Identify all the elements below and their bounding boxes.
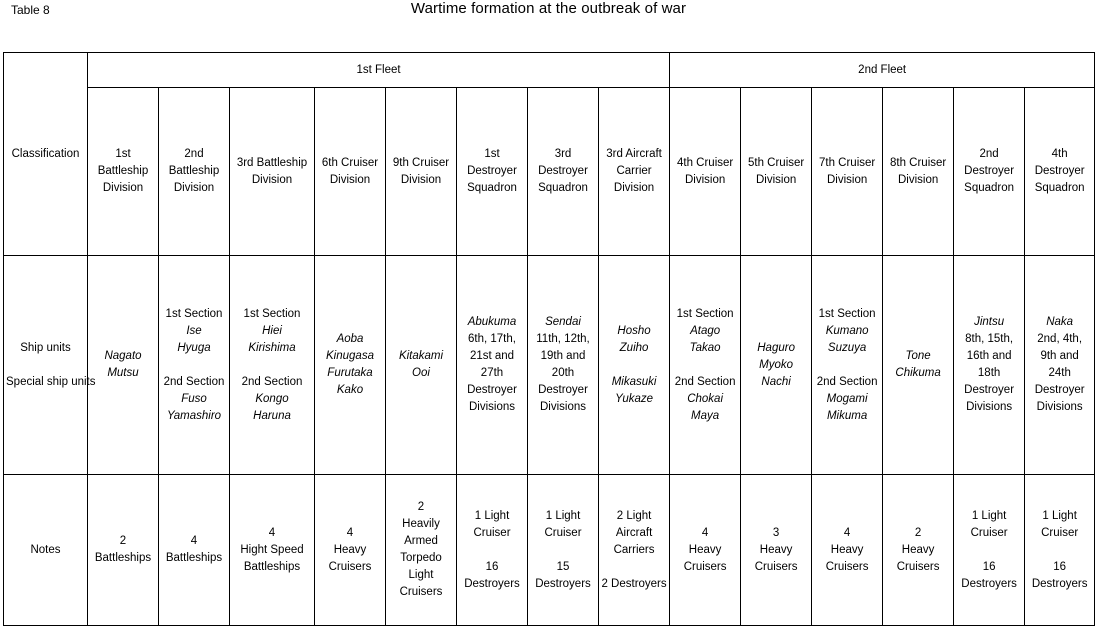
notes-line: Destroyers (535, 577, 591, 590)
ship-units-line: Mogami (826, 392, 868, 405)
ship-units-line: 2nd Section (674, 375, 736, 388)
ship-units-line: 21st and (469, 350, 515, 362)
ship-units-line: Myoko (759, 358, 794, 371)
ship-units-line: Kongo (255, 392, 289, 405)
classification-line: Division (826, 173, 868, 186)
ship-units-cell (670, 256, 741, 475)
notes-line: Carriers (613, 543, 655, 556)
notes-cell (88, 475, 159, 626)
ship-units-cell (528, 256, 599, 475)
notes-cell (741, 475, 812, 626)
classification-cell (812, 88, 883, 256)
ship-units-line: Zuiho (619, 341, 649, 354)
notes-line: Heavy (759, 543, 793, 556)
ship-units-line: Kumano (825, 324, 869, 337)
notes-line: 16 (1053, 560, 1067, 573)
classification-line: 7th Cruiser (818, 156, 876, 169)
notes-line: Heavy (830, 543, 864, 556)
ship-units-cell (599, 256, 670, 475)
notes-line: Cruiser (1041, 526, 1079, 539)
ship-units-line: Kinugasa (326, 350, 374, 362)
classification-line: Division (613, 182, 655, 194)
ship-units-line: Nagato (104, 350, 142, 362)
fleet-header-row (4, 53, 1095, 88)
classification-line: 9th Cruiser (392, 156, 450, 169)
notes-line: Battleships (94, 552, 152, 564)
classification-cell (315, 88, 386, 256)
ship-units-line: Ise (186, 324, 202, 337)
notes-line: Armed (404, 535, 438, 547)
ship-units-line: Yamashiro (166, 409, 222, 422)
ship-units-line: Yukaze (615, 392, 654, 405)
ship-units-line: Destroyer (964, 384, 1015, 396)
notes-line: Heavy (688, 543, 722, 556)
ship-units-line: 2nd, 4th, (1037, 333, 1083, 345)
ship-units-line: Kirishima (248, 341, 296, 354)
classification-cell (457, 88, 528, 256)
notes-cell (812, 475, 883, 626)
ship-units-line: Takao (689, 341, 721, 354)
table-label: Table 8 (11, 3, 50, 17)
fleet-header-1st: 1st Fleet (88, 53, 670, 88)
notes-line: Cruisers (683, 560, 727, 573)
classification-line: Division (173, 182, 215, 194)
classification-line: 6th Cruiser (321, 156, 379, 169)
classification-cell (230, 88, 315, 256)
ship-units-cell (159, 256, 230, 475)
classification-line: 4th Cruiser (676, 156, 734, 169)
notes-line: Light (408, 569, 434, 581)
notes-line: Cruisers (896, 560, 940, 573)
classification-line: Battleship (97, 165, 149, 177)
classification-row (4, 88, 1095, 256)
notes-row (4, 475, 1095, 626)
classification-line: 1st (115, 148, 131, 160)
ship-units-line: Divisions (539, 401, 586, 413)
ship-units-label: Ship units (20, 341, 71, 354)
ship-units-line: 2nd Section (816, 375, 878, 388)
ship-units-line: Chikuma (895, 367, 941, 379)
ship-units-line: Destroyer (538, 384, 588, 396)
notes-line: 4 (190, 535, 198, 547)
classification-line: Destroyer (1034, 165, 1085, 177)
notes-cell (670, 475, 741, 626)
ship-units-line: 1st Section (676, 307, 734, 320)
classification-line: 3rd Aircraft (606, 148, 662, 160)
classification-line: Squadron (467, 182, 517, 194)
ship-units-line: Atago (690, 324, 721, 337)
notes-cell (230, 475, 315, 626)
ship-units-cell (954, 256, 1025, 475)
classification-cell (386, 88, 457, 256)
classification-line: 2nd (979, 148, 999, 160)
classification-cell (1025, 88, 1095, 256)
notes-line: 2 (914, 526, 922, 539)
notes-line: 1 Light (474, 509, 510, 522)
classification-line: 1st (484, 148, 500, 160)
ship-units-line: Hosho (617, 324, 651, 337)
ship-units-line: Sendai (545, 316, 581, 328)
notes-line: 4 (701, 526, 709, 539)
notes-line: Battleships (243, 560, 301, 573)
ship-units-line: Fuso (181, 392, 207, 405)
classification-line: Division (400, 173, 442, 186)
classification-cell (159, 88, 230, 256)
ship-units-cell (812, 256, 883, 475)
notes-line: Hight Speed (240, 543, 304, 556)
classification-line: Division (755, 173, 797, 186)
classification-cell (670, 88, 741, 256)
ship-units-line: Divisions (966, 401, 1013, 413)
ship-units-line: Nachi (761, 375, 791, 388)
classification-line: 8th Cruiser (889, 156, 947, 169)
notes-line: 2 Light (616, 509, 652, 522)
ship-units-cell (230, 256, 315, 475)
ship-units-cell (88, 256, 159, 475)
ship-units-line: Kako (336, 384, 364, 396)
ship-units-cell (1025, 256, 1095, 475)
ship-units-line: Hyuga (177, 341, 211, 354)
notes-line: 15 (556, 560, 570, 573)
notes-line: Cruisers (328, 560, 372, 573)
ship-units-cell (741, 256, 812, 475)
classification-line: 3rd Battleship (236, 156, 308, 169)
notes-cell (954, 475, 1025, 626)
classification-line: Squadron (1034, 182, 1085, 194)
classification-cell (883, 88, 954, 256)
classification-line: Division (251, 173, 293, 186)
notes-line: 4 (346, 526, 354, 539)
notes-header: Notes (4, 475, 88, 626)
notes-line: Aircraft (615, 526, 653, 539)
notes-line: Destroyers (464, 577, 520, 590)
notes-line: Heavy (333, 543, 367, 556)
ship-units-line: 1st Section (243, 307, 301, 320)
ship-units-line: Mikasuki (611, 375, 657, 388)
classification-cell (954, 88, 1025, 256)
ship-units-line: Divisions (1036, 401, 1083, 413)
ship-units-line: Mikuma (826, 409, 868, 422)
ship-units-line: 18th (977, 367, 1001, 379)
notes-cell (159, 475, 230, 626)
classification-cell (599, 88, 670, 256)
notes-line: Cruiser (970, 526, 1008, 539)
ship-units-line: Destroyer (1034, 384, 1085, 396)
notes-line: Cruisers (754, 560, 798, 573)
notes-line: Destroyers (961, 577, 1017, 590)
ship-units-line: Naka (1046, 316, 1074, 328)
ship-units-line: Haguro (757, 341, 795, 354)
page-title: Wartime formation at the outbreak of war (410, 0, 687, 17)
ship-units-line: Suzuya (827, 341, 867, 354)
ship-units-line: Divisions (468, 401, 515, 413)
ship-units-header (4, 256, 96, 475)
ship-units-line: 1st Section (165, 307, 223, 320)
notes-line: 1 Light (545, 509, 581, 522)
classification-line: 3rd (554, 148, 572, 160)
ship-units-line: 24th (1048, 367, 1071, 379)
ship-units-line: Haruna (253, 409, 291, 422)
ship-units-cell (315, 256, 386, 475)
ship-units-line: 20th (551, 367, 575, 379)
ship-units-line: Furutaka (327, 367, 373, 379)
ship-units-line: Tone (905, 350, 931, 362)
ship-units-line: Jintsu (974, 316, 1005, 328)
notes-cell (883, 475, 954, 626)
notes-line: Heavy (901, 543, 935, 556)
ship-units-line: 2nd Section (241, 375, 303, 388)
notes-line: 1 Light (1042, 509, 1077, 522)
ship-units-row (4, 256, 1095, 475)
classification-cell (88, 88, 159, 256)
classification-line: Destroyer (538, 165, 588, 177)
ship-units-line: 19th and (540, 350, 586, 362)
notes-line: 3 (772, 526, 780, 539)
notes-cell (457, 475, 528, 626)
ship-units-line: Aoba (336, 333, 364, 345)
classification-line: Division (897, 173, 939, 186)
notes-cell (599, 475, 670, 626)
classification-cell (741, 88, 812, 256)
notes-line: 16 (982, 560, 996, 573)
classification-cell (528, 88, 599, 256)
notes-line: Destroyers (1031, 577, 1088, 590)
classification-line: Carrier (616, 165, 652, 177)
notes-line: 2 (119, 535, 127, 547)
ship-units-line: Ooi (412, 367, 430, 379)
ship-units-line: 2nd Section (163, 375, 225, 388)
notes-cell (315, 475, 386, 626)
notes-line: 4 (268, 526, 276, 539)
fleet-header-2nd: 2nd Fleet (670, 53, 1095, 88)
ship-units-line: 8th, 15th, (965, 333, 1014, 345)
classification-line: Destroyer (467, 165, 517, 177)
ship-units-cell (386, 256, 457, 475)
notes-line: Cruisers (399, 586, 443, 598)
classification-line: Squadron (964, 182, 1015, 194)
notes-line: 2 (417, 501, 425, 513)
ship-units-line: 16th and (966, 350, 1012, 362)
classification-header: Classification (4, 53, 88, 256)
ship-units-line: 1st Section (818, 307, 876, 320)
classification-line: Battleship (168, 165, 220, 177)
classification-line: Division (102, 182, 144, 194)
ship-units-line: Kitakami (398, 350, 444, 362)
classification-line: 2nd (184, 148, 204, 160)
classification-line: Division (329, 173, 371, 186)
notes-line: 1 Light (971, 509, 1007, 522)
ship-units-line: 11th, 12th, (536, 333, 590, 345)
formation-table (3, 52, 1095, 626)
notes-line: Cruisers (825, 560, 869, 573)
ship-units-cell (883, 256, 954, 475)
ship-units-line: 6th, 17th, (468, 333, 516, 345)
special-ship-units-label: Special ship units (6, 375, 96, 388)
ship-units-line: Hiei (262, 324, 282, 337)
notes-line: 16 (485, 560, 499, 573)
classification-line: 4th (1051, 148, 1068, 160)
classification-line: Division (684, 173, 726, 186)
notes-line: Cruiser (473, 526, 511, 539)
ship-units-line: Maya (691, 409, 720, 422)
notes-line: 4 (843, 526, 851, 539)
ship-units-cell (457, 256, 528, 475)
notes-line: 2 Destroyers (601, 577, 667, 590)
ship-units-line: Chokai (687, 392, 724, 405)
classification-line: Squadron (538, 182, 588, 194)
classification-line: Destroyer (964, 165, 1015, 177)
notes-line: Heavily (402, 518, 440, 530)
classification-line: 5th Cruiser (747, 156, 805, 169)
ship-units-line: Abukuma (467, 316, 517, 328)
ship-units-line: Destroyer (467, 384, 517, 396)
notes-line: Battleships (165, 552, 223, 564)
notes-line: Torpedo (400, 552, 442, 564)
ship-units-line: 9th and (1040, 350, 1079, 362)
notes-cell (386, 475, 457, 626)
ship-units-line: 27th (480, 367, 504, 379)
notes-cell (1025, 475, 1095, 626)
notes-cell (528, 475, 599, 626)
ship-units-line: Mutsu (107, 367, 139, 379)
notes-line: Cruiser (544, 526, 582, 539)
